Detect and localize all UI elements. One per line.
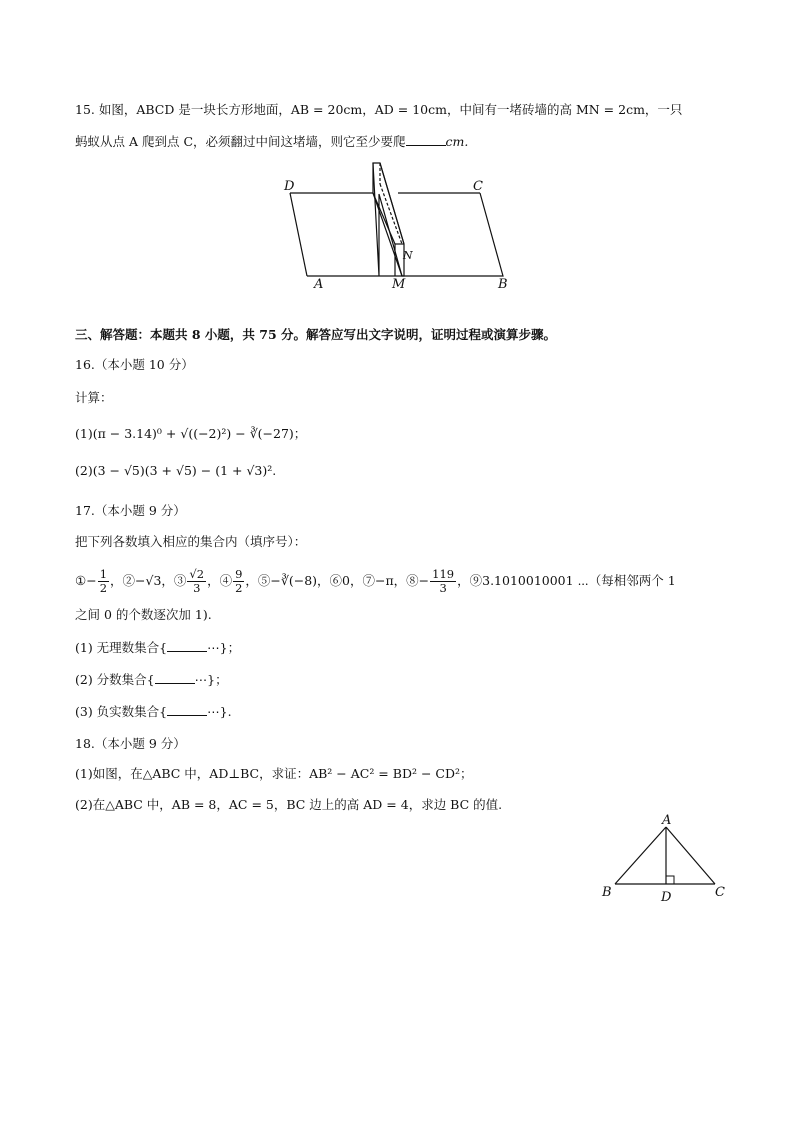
q15-figure: [280, 160, 540, 295]
label-B: B: [498, 277, 508, 292]
q16-part1: (1)(π − 3.14)⁰ + √((−2)²) − ∛(−27)；: [75, 426, 307, 441]
tri-label-D: D: [661, 890, 672, 904]
set2-label: (2) 分数集合{: [75, 672, 155, 687]
q15-line2: [75, 132, 468, 151]
label-D: D: [284, 179, 295, 194]
q17-item5-to-8: ，⑤−∛(−8)，⑥0，⑦−π，⑧−: [245, 573, 430, 588]
q17-intro: 把下列各数填入相应的集合内（填序号）：: [75, 534, 307, 549]
q15-unit: cm.: [445, 134, 469, 149]
q17-number-list: [75, 566, 676, 596]
section-3-heading: 三、解答题：本题共 8 小题，共 75 分。解答应写出文字说明，证明过程或演算步骤。: [75, 327, 557, 342]
set1-end: ⋯}；: [207, 640, 241, 655]
answer-blank: [167, 702, 207, 716]
q18-triangle-figure: [598, 812, 733, 904]
label-N: N: [403, 249, 413, 262]
answer-blank: [155, 670, 195, 684]
q18-header: 18.（本小题 9 分）: [75, 736, 186, 751]
q17-set2: [75, 670, 228, 689]
tri-label-C: C: [715, 885, 725, 900]
fraction-sqrt2-3: $\frac{√2}{3}$: [189, 567, 205, 595]
q18-part2: (2)在△ABC 中，AB = 8，AC = 5，BC 边上的高 AD = 4，求边 BC 的值.: [75, 797, 503, 812]
q17-set1: [75, 638, 240, 657]
q16-intro: 计算：: [75, 390, 113, 405]
q17-header: 17.（本小题 9 分）: [75, 503, 186, 518]
q16-part2: (2)(3 − √5)(3 + √5) − (1 + √3)².: [75, 463, 277, 478]
q17-item9: ，⑨3.1010010001 ⋯（每相邻两个 1: [457, 573, 676, 588]
q17-continuation: 之间 0 的个数逐次加 1).: [75, 607, 212, 622]
fraction-9-2: $\frac{9}{2}$: [235, 567, 243, 595]
fraction-119-3: $\frac{119}{3}$: [432, 567, 455, 595]
q17-item1-sign: ①−: [75, 573, 97, 588]
q18-part1: (1)如图，在△ABC 中，AD⊥BC，求证：AB² − AC² = BD² − CD²；: [75, 766, 473, 781]
set3-end: ⋯}.: [207, 704, 232, 719]
q17-item4-prefix: ，④: [207, 573, 233, 588]
tri-label-A: A: [662, 813, 672, 828]
q17-set3: [75, 702, 232, 721]
q17-item2: ，②−√3，③: [110, 573, 187, 588]
set3-label: (3) 负实数集合{: [75, 704, 168, 719]
label-A: A: [314, 277, 324, 292]
set2-end: ⋯}；: [194, 672, 228, 687]
label-C: C: [473, 179, 483, 194]
tri-label-B: B: [602, 885, 612, 900]
answer-blank: [406, 132, 446, 146]
set1-label: (1) 无理数集合{: [75, 640, 168, 655]
q15-line2-text: 蚂蚁从点 A 爬到点 C，必须翻过中间这堵墙，则它至少要爬: [75, 134, 406, 149]
label-M: M: [392, 277, 406, 292]
q16-header: 16.（本小题 10 分）: [75, 357, 194, 372]
answer-blank: [167, 638, 207, 652]
q15-line1: 15. 如图，ABCD 是一块长方形地面，AB = 20cm，AD = 10cm，中间有一堵砖墙的高 MN = 2cm，一只: [75, 102, 683, 117]
fraction-1-2: $\frac{1}{2}$: [99, 567, 108, 595]
